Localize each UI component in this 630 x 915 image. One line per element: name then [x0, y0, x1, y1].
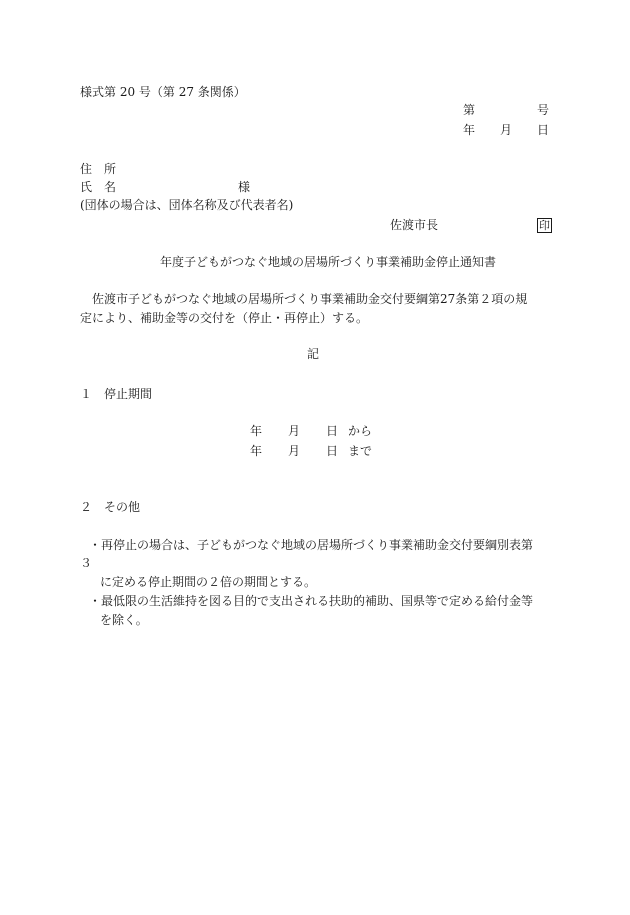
- date-day: 日: [537, 123, 550, 137]
- bullet2-line2: を除く。: [100, 613, 148, 627]
- from-day: 日: [326, 424, 339, 438]
- mayor-label: 佐渡市長: [390, 218, 439, 232]
- body-paragraph-line2: 定により、補助金等の交付を（停止・再停止）する。: [80, 311, 369, 325]
- honorific: 様: [238, 180, 251, 194]
- date-year: 年: [463, 123, 476, 137]
- from-suffix: から: [348, 424, 373, 438]
- bullet1-line2: ３: [80, 556, 93, 570]
- section1-heading: １ 停止期間: [80, 387, 153, 401]
- doc-number-suffix: 号: [537, 103, 550, 117]
- name-label: 氏 名: [80, 180, 117, 194]
- from-month: 月: [288, 424, 301, 438]
- doc-number-prefix: 第: [463, 103, 476, 117]
- section2-heading: ２ その他: [80, 500, 141, 514]
- bullet2-line1: ・最低限の生活維持を図る目的で支出される扶助的補助、国県等で定める給付金等: [89, 594, 534, 608]
- date-month: 月: [500, 123, 513, 137]
- address-label: 住 所: [80, 162, 117, 176]
- seal-mark: [533, 218, 552, 233]
- group-note: (団体の場合は、団体名称及び代表者名): [80, 198, 294, 212]
- from-year: 年: [250, 424, 263, 438]
- ki-marker: 記: [307, 347, 320, 361]
- to-suffix: まで: [348, 444, 373, 458]
- to-month: 月: [288, 444, 301, 458]
- body-paragraph-line1: 佐渡市子どもがつなぐ地域の居場所づくり事業補助金交付要綱第27条第２項の規: [92, 292, 528, 306]
- bullet1-line1: ・再停止の場合は、子どもがつなぐ地域の居場所づくり事業補助金交付要綱別表第: [89, 538, 534, 552]
- form-number: 様式第 20 号（第 27 条関係）: [80, 85, 246, 99]
- to-day: 日: [326, 444, 339, 458]
- seal-icon: 印: [539, 219, 550, 232]
- bullet1-line3: に定める停止期間の２倍の期間とする。: [100, 575, 317, 589]
- document-title: 年度子どもがつなぐ地域の居場所づくり事業補助金停止通知書: [160, 255, 497, 269]
- to-year: 年: [250, 444, 263, 458]
